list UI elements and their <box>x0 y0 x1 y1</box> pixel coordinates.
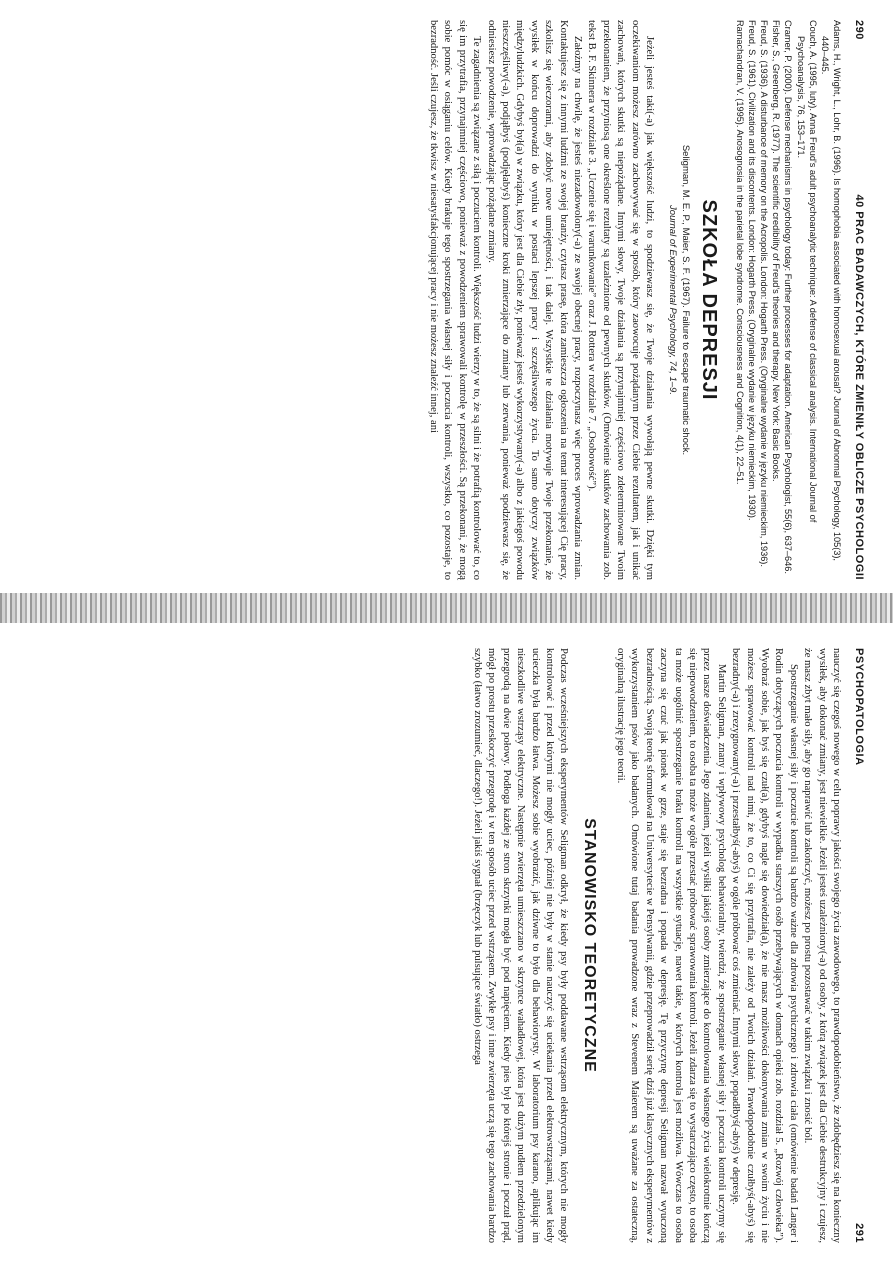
paragraph: Jeżeli jesteś taki(-a) jak większość ludzi, to spodziewasz się, że Twoje działania wywołają pewne skutki. Dzięki tym oczekiwaniom możesz zarówno zachowywać się w sposób, który zaowocuje pożądanym przez Ciebie rezultatem, jak i unikać zachowań, których skutki są niepożądane. Innymi słowy, Twoje działania są przynajmniej częściowo zdeterminowane Twoim przekonaniem, że przyniosą one określone rezultaty są uzależnione od pewnych skutków. (Omówienie skutków zachowania zob. tekst B. F. Skinnera w rozdziale 3. „Uczenie się i warunkowanie” oraz J. Rottera w rozdziale 7. „Osobowość”). <box>586 20 656 580</box>
page-gutter <box>0 593 893 623</box>
paragraph: nauczyć się czegoś nowego w celu poprawy jakości swojego życia zawodowego, to prawdopodobieństwo, że zdobędziesz się na konieczny wysiłek, aby dokonać zmiany, jest niewielkie. Jeżeli jesteś uzależniony(-a) od osoby, z którą związek jest dla Ciebie destrukcyjny i czujesz, że masz zbyt mało siły, aby go naprawić lub zakończyć, możesz po prostu pozostawać w takim związku i znosić ból. <box>802 648 842 1243</box>
paragraph: Te zagadnienia są związane z siłą i poczuciem kontroli. Większość ludzi wierzy w to, że są silni i że potrafią kontrolować to, co się im przytrafia, przynajmniej częściowo, ponieważ z powodzeniem sprawowali kontrolę w przeszłości. Są przekonani, że mogą sobie pomóc w osiąganiu celów. Kiedy brakuje tego spostrzegania własnej siły i poczucia kontroli, wszystko, co pozostaje, to bezradność. Jeśli czujesz, że tkwisz w niesatysfakcjonującej pracy i nie możesz znaleźć innej, ani <box>427 20 483 580</box>
reference-list <box>734 20 843 580</box>
paragraph: Podczas wcześniejszych eksperymentów Seligman odkrył, że kiedy psy były poddawane wstrząsom elektrycznym, których nie mogły kontrolować i przed którymi nie mogły uciec, później nie były w stanie nauczyć się uciekania przed elektrowstrząsami, nawet kiedy ucieczka była bardzo łatwa. Możesz sobie wyobrazić, jak dziwne to było dla behawiorysty. W laboratorium psy karano, aplikując im nieszkodliwe wstrząsy elektryczne. Następnie zwierzęta umieszczano w skrzynce wahadłowej, która jest dużym pudłem przedzielonym przegrodą na dwie połowy. Podłoga każdej ze stron skrzynki mogła być pod napięciem. Kiedy pies był po którejś stronie i poczuł prąd, mógł po prostu przeskoczyć przegrodę i w ten sposób uciec przed wstrząsem. Zwykłe psy i inne zwierzęta uczą się tego zachowania bardzo szybko (łatwo zrozumieć, dlaczego!). Jeżeli jakiś sygnał (brzęczyk lub pulsujące światło) ostrzega <box>472 648 570 1243</box>
reference-item: Fisher, S., Greenberg, R. (1977). The scientific credibility of Freud's theories and therapy. New York: Basic Books. <box>771 20 782 482</box>
running-head <box>853 648 865 1243</box>
epigraph <box>666 20 691 580</box>
right-page <box>20 648 865 1243</box>
reference-item: Cramer, P. (2000). Defense mechanisms in psychology today: Further processes for adaptation. American Psychologist, 55(6), 637–646. <box>783 20 794 574</box>
running-head <box>853 20 865 580</box>
paragraph: Spostrzeganie własnej siły i poczucie kontroli są bardzo ważne dla zdrowia psychicznego i zdrowia ciała (omówienie badań Langer i Rodin dotyczących poczucia kontroli w wypadku starszych osób przebywających w domach opieki zob. rozdział 5. „Rozwój człowieka”). Wyobraź sobie, jak byś się czuł(a), gdybyś nagle się dowiedział(a), że nie masz możliwości dokonywania zmian w swoim życiu i nie możesz sprawować kontroli nad nimi, że to, co Ci się przytrafia, nie zależy od Twoich działań. Prawdopodobnie czułbyś(-abyś) się bezradny(-a) i zrezygnowany(-a) i przestałbyś(-abyś) w ogóle próbować coś zmieniać. Innymi słowy, popadłbyś(-abyś) w depresję. <box>730 648 799 1243</box>
subsection-title: STANOWISKO TEORETYCZNE <box>581 818 599 1073</box>
reference-item: Ramachandran, V. (1995). Anosognosia in the parietal lobe syndrome. Consciousness and Cognition, 4(1), 22–51. <box>734 20 745 485</box>
reference-item: Freud, S. (1936). A disturbance of memory on the Acropolis. London: Hogarth Press. (Oryginalne wydanie w języku niemieckim, 1936). <box>759 20 770 567</box>
paragraph: Martin Seligman, znany i wpływowy psycholog behawioralny, twierdzi, że spostrzeganie własnej siły i poczucia kontroli uczymy się przez nasze doświadczenia. Jego zdaniem, jeżeli wysiłki jakiejś osoby zmierzające do kontrolowania własnego życia wielokrotnie kończą się niepowodzeniem, to osoba ta może w ogóle przestać próbować sprawowania kontroli. Jeżeli zdarza się to wystarczająco często, to osoba ta może uogólnić spostrzeganie braku kontroli na wszystkie sytuacje, nawet takie, w których kontrola jest możliwa. Wówczas to osoba zaczyna się czuć jak pionek w grze, staje się bezradna i popada w depresję. Tę przyczynę depresji Seligman nazwał wyuczoną bezradnością. Swoją teorię sformułował na Uniwersytecie w Pensylwanii, gdzie przeprowadził serię dziś już klasycznych eksperymentów z wykorzystaniem psów jako badanych. Omówione tutaj badania prowadzone wraz z Stevenem Maierem są uważane za ostateczną, oryginalną ilustrację jego teorii. <box>614 648 727 1243</box>
reference-item: Couch, A. (1995, luty). Anna Freud's adult psychoanalytic technique: A defense of classical analysis. International Journal of Psychoanalysis, 76, 153–171. <box>795 20 818 523</box>
epigraph-citation: Seligman, M. E. P., Maier, S. F. (1967). Failure to escape traumatic shock. <box>679 144 691 456</box>
reference-item: Freud, S. (1961). Civilization and its discontents. London: Hogarth Press. (Oryginalne wydanie w języku niemieckim, 1930). <box>747 20 758 521</box>
body-text <box>613 648 844 1243</box>
running-title: 40 PRAC BADAWCZYCH, KTÓRE ZMIENIŁY OBLICZE PSYCHOLOGII <box>853 194 865 580</box>
paragraph: Założmy na chwilę, że jesteś niezadowolony(-a) ze swojej obecnej pracy, rozpoczynasz więc proces wprowadzania zmian. Kontaktujesz się z innymi ludźmi ze swojej branży, czytasz prasę, która zamieszcza ogłoszenia na temat interesującej Cię pracy, szkolisz się wieczorami, aby zdobyć nowe umiejętności, i tak dalej. Wszystkie te działania motywuje Twoje przekonanie, że wysiłek w końcu doprowadzi do wyniku w postaci lepszej pracy i szczęśliwszego życia. To samo dotyczy związków międzyludzkich. Gdybyś był(a) w związku, który jest dla Ciebie zły, ponieważ jesteś wykorzystywany(-a) albo z jakiegoś powodu nieszczęśliwy(-a), podjąłbyś (podjęłabyś) konieczne kroki zmierzające do zmiany lub zerwania, ponieważ spodziewasz się, że odniesiesz powodzenie, wprowadzając pożądane zmiany. <box>485 20 584 580</box>
left-page <box>20 20 865 580</box>
epigraph-journal: Journal of Experimental Psychology, 74, 1–9. <box>667 205 679 395</box>
section-title: SZKOŁA DEPRESJI <box>697 199 720 401</box>
page-number: 291 <box>853 1223 865 1243</box>
page-number: 290 <box>853 20 865 40</box>
reference-item: Adams, H., Wright, L., Lohr, B. (1996). Is homophobia associated with homosexual arousal? Journal of Abnormal Psychology, 105(3), 440–445. <box>819 20 842 561</box>
body-text <box>470 648 571 1243</box>
running-title: PSYCHOPATOLOGIA <box>853 648 865 766</box>
body-text <box>426 20 657 580</box>
